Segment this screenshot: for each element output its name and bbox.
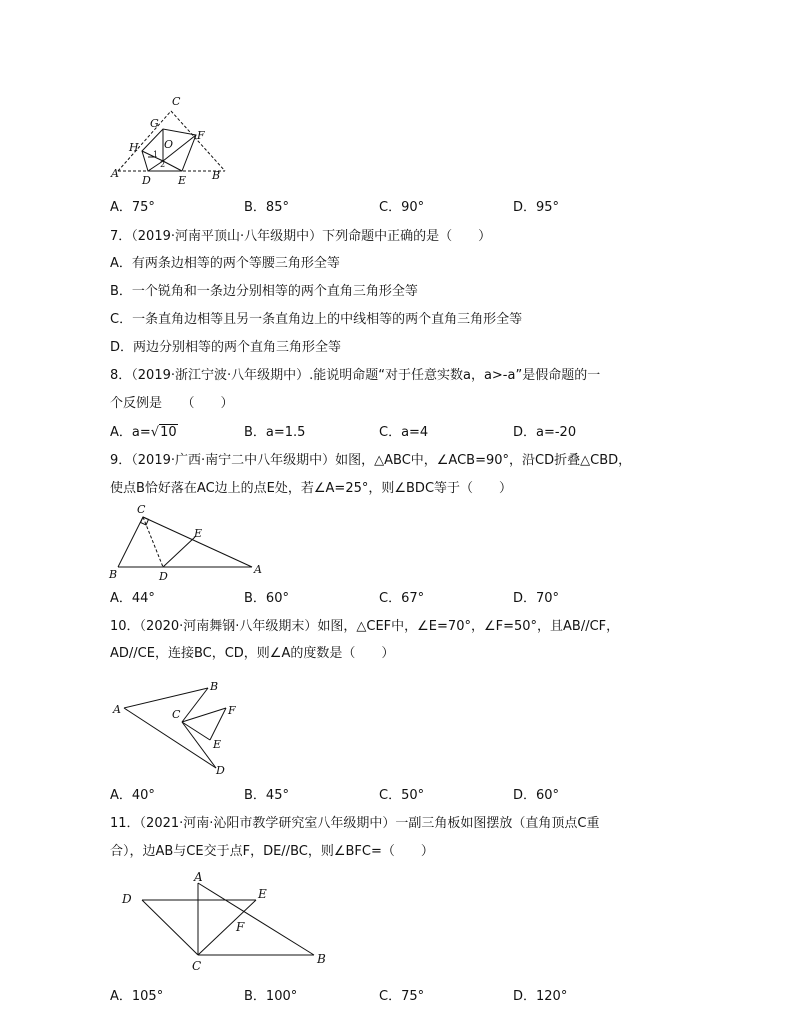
q6-label-2: 2 — [160, 160, 166, 169]
q8-stem-line1: 8．（2019·浙江宁波·八年级期中）.能说明命题“对于任意实数a，a>-a”是假命题的一 — [110, 368, 601, 383]
q11-label-B: B — [317, 952, 326, 966]
q9-stem-line1: 9．（2019·广西·南宁二中八年级期中）如图，△ABC中，∠ACB=90°，沿CD折叠△CBD， — [110, 453, 632, 468]
q8-option-d[interactable]: D．a=-20 — [513, 425, 577, 440]
q8-option-c[interactable]: C．a=4 — [379, 425, 429, 440]
q10-label-B: B — [210, 680, 219, 693]
q6-label-F: F — [197, 129, 205, 142]
q6-label-C: C — [172, 95, 181, 108]
q9-option-a[interactable]: A．44° — [110, 591, 155, 606]
q9-option-b[interactable]: B．60° — [244, 591, 289, 606]
q11-options — [110, 988, 670, 1006]
q11-stem-line2: 合），边AB与CE交于点F，DE//BC，则∠BFC=（ ） — [110, 844, 434, 859]
q6-label-A: A — [111, 167, 119, 180]
q11-stem-line1: 11．（2021·河南·沁阳市教学研究室八年级期中）一副三角板如图摆放（直角顶点C重 — [110, 816, 600, 831]
q6-option-d[interactable]: D．95° — [513, 200, 560, 215]
q9-option-c[interactable]: C．67° — [379, 591, 425, 606]
q8-option-a[interactable] — [110, 424, 178, 442]
q10-label-C: C — [172, 708, 181, 721]
q9-label-E: E — [194, 527, 203, 540]
q6-label-H: H — [129, 141, 139, 154]
q10-label-D: D — [216, 764, 225, 776]
q11-label-C: C — [192, 959, 202, 973]
q11-option-c[interactable]: C．75° — [379, 989, 425, 1004]
q7-choice-a[interactable]: A．有两条边相等的两个等腰三角形全等 — [110, 256, 340, 271]
q9-label-A: A — [254, 563, 262, 576]
q6-label-O: O — [164, 138, 174, 151]
q8-options — [110, 424, 670, 442]
q10-option-d[interactable]: D．60° — [513, 788, 560, 803]
q10-label-E: E — [213, 738, 222, 751]
q6-label-G: G — [150, 117, 159, 130]
q7-choice-d[interactable]: D．两边分别相等的两个直角三角形全等 — [110, 340, 342, 355]
q6-label-E: E — [178, 174, 187, 187]
q11-option-b[interactable]: B．100° — [244, 989, 298, 1004]
sqrt-sign: √ — [150, 425, 160, 440]
q11-label-E: E — [258, 887, 267, 901]
q9-figure — [104, 502, 270, 584]
q6-figure — [108, 95, 228, 187]
q9-option-d[interactable]: D．70° — [513, 591, 560, 606]
q11-option-d[interactable]: D．120° — [513, 989, 568, 1004]
q10-figure — [110, 678, 240, 776]
q8-option-a-prefix: A．a= — [110, 425, 151, 440]
q9-label-C: C — [137, 503, 146, 516]
q10-stem-line1: 10．（2020·河南舞钢·八年级期末）如图，△CEF中，∠E=70°，∠F=50°，且AB//CF， — [110, 619, 620, 634]
q10-option-a[interactable]: A．40° — [110, 788, 155, 803]
q10-label-F: F — [228, 704, 236, 717]
q11-figure — [118, 866, 334, 978]
q8-stem-line2: 个反例是 （ ） — [110, 396, 234, 411]
q7-choice-c[interactable]: C．一条直角边相等且另一条直角边上的中线相等的两个直角三角形全等 — [110, 312, 523, 327]
q6-option-b[interactable]: B．85° — [244, 200, 289, 215]
q11-option-a[interactable]: A．105° — [110, 989, 164, 1004]
q10-option-b[interactable]: B．45° — [244, 788, 289, 803]
q9-options — [110, 590, 670, 608]
q9-stem-line2: 使点B恰好落在AC边上的点E处，若∠A=25°，则∠BDC等于（ ） — [110, 481, 513, 496]
q7-stem: 7．（2019·河南平顶山·八年级期中）下列命题中正确的是（ ） — [110, 229, 492, 244]
q10-option-c[interactable]: C．50° — [379, 788, 425, 803]
q8-option-a-radicand: 10 — [160, 425, 177, 440]
q6-label-B: B — [212, 169, 221, 182]
q6-options — [110, 199, 670, 217]
q9-label-B: B — [109, 568, 118, 581]
q10-stem-line2: AD//CE，连接BC，CD，则∠A的度数是（ ） — [110, 646, 395, 661]
q7-choice-b[interactable]: B．一个锐角和一条边分别相等的两个直角三角形全等 — [110, 284, 418, 299]
q8-option-b[interactable]: B．a=1.5 — [244, 425, 306, 440]
q6-option-c[interactable]: C．90° — [379, 200, 425, 215]
q6-label-D: D — [142, 174, 151, 187]
q6-label-1: 1 — [153, 150, 159, 159]
q10-label-A: A — [113, 703, 121, 716]
q9-label-D: D — [159, 570, 168, 583]
q11-label-D: D — [122, 892, 132, 906]
q11-label-A: A — [194, 870, 203, 884]
q10-options — [110, 787, 670, 805]
q11-label-F: F — [236, 920, 245, 934]
q6-option-a[interactable]: A．75° — [110, 200, 155, 215]
